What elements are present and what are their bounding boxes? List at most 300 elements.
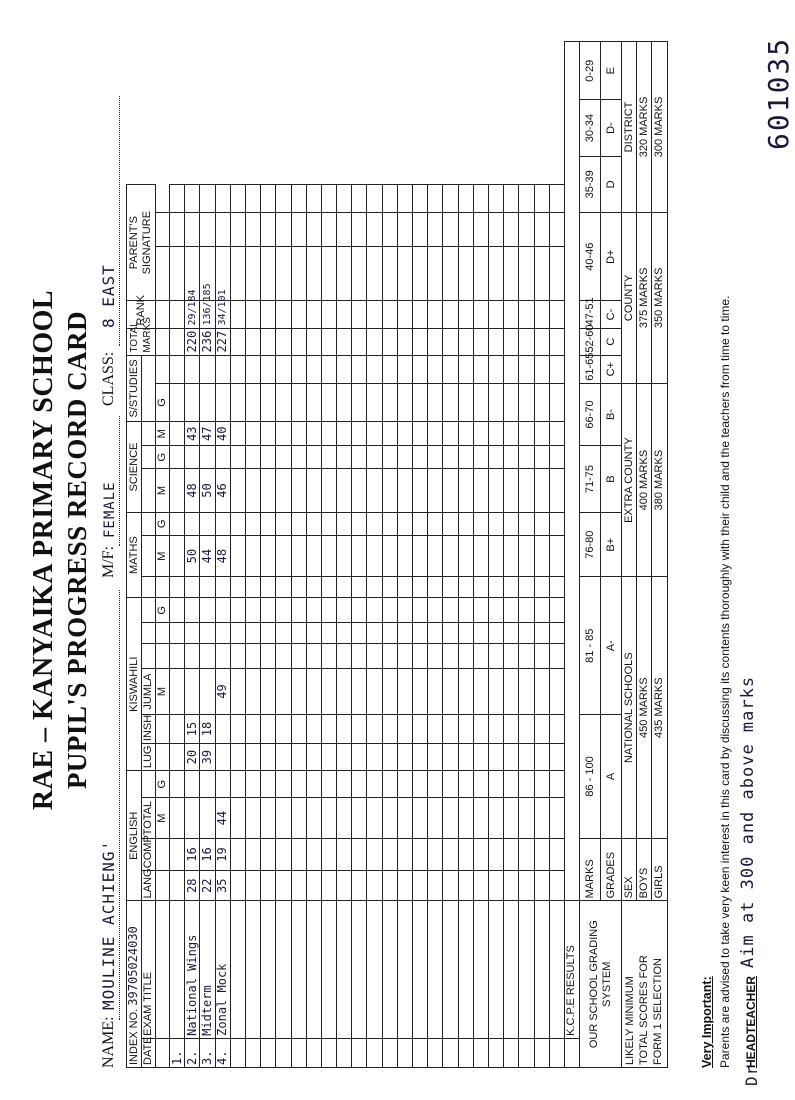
blank-cell	[245, 744, 260, 771]
blank-cell	[504, 422, 519, 446]
blank-cell	[261, 623, 276, 644]
blank-cell	[291, 212, 306, 246]
blank-cell	[337, 383, 352, 422]
name-label: NAME:	[100, 1016, 117, 1068]
blank-cell	[397, 301, 412, 328]
cell-s2	[170, 212, 185, 246]
notes-section	[700, 296, 732, 1068]
blank-cell	[291, 247, 306, 301]
blank-row	[473, 42, 488, 1068]
blank-cell	[306, 184, 321, 212]
blank-cell	[549, 535, 564, 577]
blank-cell	[519, 184, 534, 212]
blank-row	[276, 42, 291, 1068]
blank-cell	[261, 212, 276, 246]
blank-cell	[352, 623, 367, 644]
grade-10: D-	[601, 100, 622, 156]
blank-cell	[321, 644, 336, 669]
blank-cell	[443, 744, 458, 771]
blank-cell	[230, 771, 245, 798]
exam-rows	[170, 42, 231, 1068]
blank-cell	[443, 301, 458, 328]
parent-signature-header: PARENT'S SIGNATURE	[127, 184, 156, 301]
girls-county: 350 MARKS	[652, 212, 667, 383]
blank-cell	[321, 212, 336, 246]
jumla-header: JUMLA	[142, 669, 156, 715]
blank-cell	[276, 838, 291, 870]
total-sub	[156, 355, 170, 383]
cell-s1	[170, 247, 185, 301]
blank-cell	[337, 669, 352, 715]
grade-7: C-	[601, 301, 622, 328]
sci-g-label: G	[156, 446, 170, 469]
grade-2: B+	[601, 512, 622, 577]
blank-cell	[473, 301, 488, 328]
blank-row	[458, 42, 473, 1068]
blank-cell	[245, 644, 260, 669]
blank-cell	[473, 771, 488, 798]
blank-cell	[352, 798, 367, 839]
cell-s3	[200, 184, 215, 212]
blank-cell	[413, 598, 428, 623]
blank-cell	[382, 184, 397, 212]
cell-sci: 50	[200, 469, 215, 513]
cell-lug: 20	[185, 744, 200, 771]
blank-cell	[382, 771, 397, 798]
blank-cell	[230, 184, 245, 212]
range-4: 66-70	[580, 383, 601, 445]
blank-cell	[321, 328, 336, 355]
blank-row	[443, 42, 458, 1068]
cell-kis-c2	[185, 623, 200, 644]
blank-cell	[428, 422, 443, 446]
blank-cell	[337, 644, 352, 669]
blank-cell	[261, 328, 276, 355]
blank-cell	[397, 328, 412, 355]
blank-cell	[352, 212, 367, 246]
blank-cell	[382, 301, 397, 328]
grade-3: B	[601, 446, 622, 513]
blank-cell	[367, 535, 382, 577]
blank-cell	[306, 446, 321, 469]
progress-table	[126, 41, 668, 1068]
blank-cell	[534, 798, 549, 839]
kis-blank-1	[142, 644, 156, 669]
blank-cell	[367, 212, 382, 246]
cell-maths-g	[200, 512, 215, 535]
marks-label: MARKS	[580, 838, 601, 900]
exam-title	[170, 901, 185, 1038]
lang-sub	[156, 871, 170, 901]
blank-cell	[504, 383, 519, 422]
cell-insh	[215, 714, 230, 743]
blank-cell	[413, 328, 428, 355]
blank-cell	[488, 535, 503, 577]
exam-row	[170, 42, 185, 1068]
blank-cell	[352, 383, 367, 422]
blank-cell	[306, 744, 321, 771]
blank-cell	[534, 301, 549, 328]
blank-cell	[321, 577, 336, 598]
blank-row	[230, 42, 245, 1068]
cell-kis-c3	[215, 577, 230, 598]
blank-row	[321, 42, 336, 1068]
blank-cell	[519, 301, 534, 328]
blank-cell	[534, 669, 549, 715]
row-number: 2.	[185, 1038, 200, 1067]
blank-cell	[504, 714, 519, 743]
blank-cell	[534, 469, 549, 513]
cell-maths-g	[185, 512, 200, 535]
blank-cell	[549, 422, 564, 446]
blank-cell	[413, 623, 428, 644]
blank-cell	[245, 1038, 260, 1067]
blank-cell	[306, 901, 321, 1038]
blank-cell	[245, 383, 260, 422]
blank-cell	[413, 577, 428, 598]
blank-cell	[261, 535, 276, 577]
cell-kis-m	[200, 669, 215, 715]
blank-cell	[276, 1038, 291, 1067]
blank-cell	[276, 247, 291, 301]
class-underline	[119, 96, 120, 346]
cell-lang: 22	[200, 871, 215, 901]
blank-cell	[337, 744, 352, 771]
sst-blank-1	[142, 469, 156, 513]
rank-sub	[156, 328, 170, 355]
blank-cell	[504, 1038, 519, 1067]
blank-cell	[534, 577, 549, 598]
blank-row	[382, 42, 397, 1068]
blank-cell	[488, 577, 503, 598]
blank-cell	[428, 212, 443, 246]
blank-cell	[230, 512, 245, 535]
blank-cell	[413, 247, 428, 301]
blank-cell	[443, 1038, 458, 1067]
blank-row	[291, 42, 306, 1068]
blank-cell	[367, 577, 382, 598]
blank-cell	[549, 798, 564, 839]
grading-label-1: OUR SCHOOL GRADING	[587, 920, 600, 1049]
cell-eng-g	[200, 771, 215, 798]
blank-cell	[519, 669, 534, 715]
cell-maths: 48	[215, 535, 230, 577]
blank-cell	[306, 355, 321, 383]
national-schools-header: NATIONAL SCHOOLS	[622, 577, 637, 838]
cell-eng-m	[170, 798, 185, 839]
sig-sub-1	[156, 301, 170, 328]
blank-row	[413, 42, 428, 1068]
blank-cell	[519, 714, 534, 743]
blank-cell	[245, 669, 260, 715]
blank-cell	[473, 669, 488, 715]
cell-kis-c2	[200, 623, 215, 644]
blank-cell	[306, 771, 321, 798]
blank-cell	[261, 446, 276, 469]
grade-5: C+	[601, 355, 622, 383]
blank-cell	[534, 744, 549, 771]
cell-insh: 18	[200, 714, 215, 743]
blank-cell	[367, 871, 382, 901]
cell-kis-c1	[215, 644, 230, 669]
blank-cell	[306, 669, 321, 715]
cell-kis-c2	[215, 623, 230, 644]
blank-cell	[488, 669, 503, 715]
blank-rows	[230, 42, 564, 1068]
blank-cell	[367, 838, 382, 870]
blank-cell	[519, 871, 534, 901]
blank-cell	[306, 383, 321, 422]
school-name: RAE – KANYAIKA PRIMARY SCHOOL	[28, 289, 59, 811]
blank-cell	[352, 771, 367, 798]
blank-cell	[261, 184, 276, 212]
grade-1: A-	[601, 577, 622, 714]
blank-cell	[352, 838, 367, 870]
exam-title-header: EXAM TITLE	[142, 901, 156, 1038]
blank-cell	[291, 1038, 306, 1067]
pupil-info-line	[98, 40, 120, 1068]
blank-cell	[321, 535, 336, 577]
blank-cell	[519, 469, 534, 513]
pupil-name: MOULINE ACHIENG'	[99, 839, 118, 1010]
insh-sub	[156, 714, 170, 743]
exam-row	[215, 42, 230, 1068]
blank-cell	[245, 798, 260, 839]
blank-cell	[352, 1038, 367, 1067]
blank-cell	[443, 422, 458, 446]
kis-sub-3	[156, 577, 170, 598]
blank-cell	[443, 623, 458, 644]
cell-maths-g	[170, 512, 185, 535]
blank-cell	[291, 383, 306, 422]
blank-cell	[428, 577, 443, 598]
blank-cell	[413, 901, 428, 1038]
blank-cell	[519, 901, 534, 1038]
blank-cell	[428, 355, 443, 383]
blank-cell	[443, 644, 458, 669]
blank-cell	[291, 798, 306, 839]
blank-cell	[382, 422, 397, 446]
blank-cell	[473, 714, 488, 743]
exam-title: Zonal Mock	[215, 901, 230, 1038]
cell-sst-c3	[170, 355, 185, 383]
blank-cell	[413, 714, 428, 743]
blank-cell	[397, 798, 412, 839]
blank-cell	[367, 328, 382, 355]
blank-row	[534, 42, 549, 1068]
blank-cell	[473, 328, 488, 355]
blank-cell	[276, 512, 291, 535]
blank-cell	[488, 771, 503, 798]
blank-cell	[397, 355, 412, 383]
mf-label: M/F:	[100, 545, 117, 578]
blank-cell	[397, 1038, 412, 1067]
blank-cell	[306, 598, 321, 623]
exam-title: Midterm	[200, 901, 215, 1038]
blank-cell	[245, 184, 260, 212]
blank-cell	[519, 598, 534, 623]
blank-cell	[337, 598, 352, 623]
blank-cell	[473, 644, 488, 669]
boys-label: BOYS	[637, 838, 652, 900]
blank-cell	[519, 1038, 534, 1067]
blank-cell	[276, 623, 291, 644]
cell-comp: 16	[200, 838, 215, 870]
maths-g-label: G	[156, 512, 170, 535]
grade-0: A	[601, 714, 622, 838]
blank-cell	[276, 798, 291, 839]
blank-row	[245, 42, 260, 1068]
blank-cell	[382, 798, 397, 839]
blank-cell	[458, 838, 473, 870]
blank-cell	[534, 422, 549, 446]
blank-row	[519, 42, 534, 1068]
blank-cell	[276, 383, 291, 422]
blank-cell	[443, 838, 458, 870]
blank-cell	[230, 714, 245, 743]
cell-s2	[200, 212, 215, 246]
boys-extra-county: 400 MARKS	[637, 383, 652, 577]
blank-cell	[337, 798, 352, 839]
blank-cell	[261, 355, 276, 383]
blank-cell	[504, 798, 519, 839]
blank-cell	[230, 422, 245, 446]
min-scores-label	[622, 901, 668, 1068]
blank-cell	[534, 446, 549, 469]
blank-cell	[276, 355, 291, 383]
blank-cell	[504, 184, 519, 212]
blank-cell	[352, 871, 367, 901]
blank-cell	[291, 512, 306, 535]
blank-cell	[382, 598, 397, 623]
blank-cell	[337, 212, 352, 246]
blank-cell	[367, 422, 382, 446]
county-header: COUNTY	[622, 212, 637, 383]
blank-cell	[397, 422, 412, 446]
blank-cell	[534, 184, 549, 212]
blank-cell	[276, 184, 291, 212]
blank-cell	[306, 644, 321, 669]
cell-lang: 35	[215, 871, 230, 901]
blank-cell	[291, 623, 306, 644]
eng-g-label: G	[156, 771, 170, 798]
kcpe-blank	[564, 42, 579, 901]
blank-cell	[413, 446, 428, 469]
blank-cell	[443, 212, 458, 246]
blank-cell	[549, 714, 564, 743]
blank-cell	[291, 446, 306, 469]
blank-cell	[504, 744, 519, 771]
cell-kis-c1	[170, 644, 185, 669]
blank-cell	[367, 512, 382, 535]
cell-total: 227	[215, 328, 230, 355]
rank-header: RANK	[127, 301, 156, 328]
blank-cell	[534, 383, 549, 422]
blank-cell	[397, 247, 412, 301]
range-2: 76-80	[580, 512, 601, 577]
blank-cell	[382, 669, 397, 715]
blank-cell	[261, 771, 276, 798]
blank-cell	[488, 469, 503, 513]
blank-cell	[291, 535, 306, 577]
blank-cell	[458, 771, 473, 798]
blank-cell	[276, 901, 291, 1038]
blank-cell	[276, 212, 291, 246]
blank-cell	[397, 669, 412, 715]
blank-cell	[261, 714, 276, 743]
blank-cell	[337, 1038, 352, 1067]
blank-cell	[321, 669, 336, 715]
blank-cell	[458, 446, 473, 469]
cell-kis-g	[200, 598, 215, 623]
blank-cell	[230, 644, 245, 669]
blank-cell	[367, 247, 382, 301]
blank-cell	[428, 771, 443, 798]
blank-cell	[245, 871, 260, 901]
blank-cell	[413, 535, 428, 577]
cell-sst-c3	[200, 355, 215, 383]
blank-cell	[549, 328, 564, 355]
blank-cell	[352, 301, 367, 328]
blank-cell	[291, 669, 306, 715]
blank-cell	[458, 355, 473, 383]
serial-number: 601035	[762, 36, 795, 150]
blank-cell	[443, 669, 458, 715]
range-8: 40-46	[580, 212, 601, 301]
index-label: INDEX NO.	[128, 1008, 140, 1065]
blank-cell	[428, 328, 443, 355]
blank-cell	[473, 623, 488, 644]
blank-cell	[428, 838, 443, 870]
blank-cell	[458, 469, 473, 513]
blank-cell	[534, 644, 549, 669]
blank-cell	[352, 469, 367, 513]
blank-cell	[473, 355, 488, 383]
sst-m-label: M	[156, 422, 170, 446]
blank-cell	[382, 212, 397, 246]
blank-cell	[352, 247, 367, 301]
blank-cell	[413, 301, 428, 328]
kis-blank-2	[142, 623, 156, 644]
blank-cell	[473, 535, 488, 577]
blank-cell	[261, 871, 276, 901]
blank-cell	[352, 422, 367, 446]
cell-sst-g	[215, 383, 230, 422]
cell-sst-c3	[185, 355, 200, 383]
blank-cell	[549, 577, 564, 598]
blank-cell	[473, 744, 488, 771]
blank-cell	[291, 328, 306, 355]
blank-row	[367, 42, 382, 1068]
blank-cell	[367, 383, 382, 422]
blank-cell	[458, 383, 473, 422]
blank-cell	[458, 623, 473, 644]
blank-cell	[337, 512, 352, 535]
blank-cell	[504, 771, 519, 798]
sig-sub-2	[156, 247, 170, 301]
blank-cell	[245, 714, 260, 743]
blank-cell	[519, 798, 534, 839]
blank-cell	[337, 577, 352, 598]
blank-cell	[473, 383, 488, 422]
blank-cell	[458, 901, 473, 1038]
cell-kis-c2	[170, 623, 185, 644]
blank-cell	[367, 644, 382, 669]
blank-cell	[306, 247, 321, 301]
blank-cell	[261, 383, 276, 422]
blank-cell	[413, 798, 428, 839]
sci-blank-1	[142, 535, 156, 577]
